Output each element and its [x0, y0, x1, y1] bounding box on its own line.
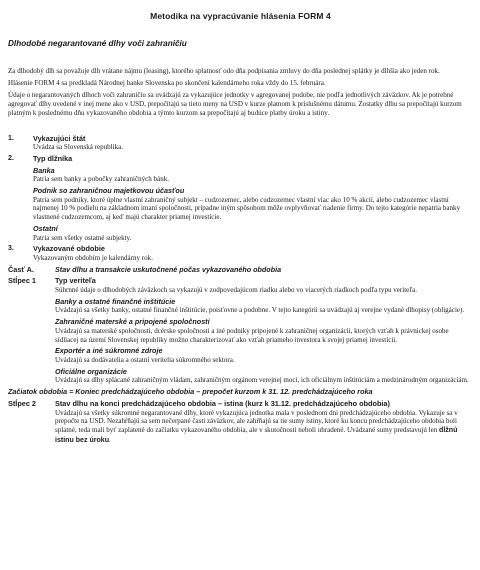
intro-paragraph-3: Údaje o negarantovaných dlhoch voči zahraničiu sa uvádzajú za vykazujúce jednotky v agregovanej podobe, nie podľa jednotlivých záväzkov. Ak je potrebné agregovať dlhy uvedené v inej mene ako v USD, prepočítajú sa tieto meny na USD v kurze platnom k príslušnému dátumu. Zostatky dlhu sa prepočítajú kurzom platným k poslednému dňu vykazovaného obdobia a týmto kurzom sa prepočítajú aj budúce platby úroku a istiny.: [8, 91, 462, 117]
section-number: 1.: [8, 134, 14, 142]
part-a-label: Časť A.: [8, 264, 34, 274]
section-number: 3.: [8, 245, 14, 253]
column-2-row: [8, 400, 473, 446]
part-a-title: Stav dlhu a transakcie uskutočnené počas vykazovaného obdobia: [55, 264, 282, 274]
debtor-type-bank-text: Patria sem banky a pobočky zahraničných bánk.: [33, 175, 169, 184]
creditor-official-organizations-text: Uvádzajú sa dlhy splácané zahraničným vládam, zahraničným orgánom verejnej moci, ich oficiálnym inštitúciám a medzinárodným organizáciám.: [55, 376, 469, 385]
creditor-parent-companies-text: Uvádzajú sa materské spoločnosti, dcérske spoločnosti a iné podniky pripojené k zahraničnej organizácii, ktorých vzťah k právnickej osobe sídliacej na území Slovenskej republiky možno charakterizovať ako vzťah priameho investora k svojej priamej investícii.: [55, 326, 449, 344]
section-1: [8, 135, 473, 152]
column-2-text-emphasis: dlžnú istinu bez úroku: [55, 426, 458, 444]
section-text: Vykazovaným obdobím je kalendárny rok.: [33, 253, 153, 262]
debtor-type-others-text: Patria sem všetky ostatné subjekty.: [33, 233, 132, 242]
part-a-row: [8, 266, 473, 275]
column-1-row: [8, 277, 473, 385]
column-2-label: Stĺpec 2: [8, 398, 36, 408]
creditor-parent-companies: Zahraničné materské a pripojené spoločnosti: [55, 317, 210, 327]
creditor-exporters: Exportér a iné súkromné zdroje: [55, 346, 163, 356]
debtor-type-bank: Banka: [33, 165, 55, 175]
section-heading: Vykazujúci štát: [33, 133, 86, 143]
debtor-type-foreign-enterprise-text: Patria sem podniky, ktoré úplne vlastní zahraničný subjekt – cudzozemec, alebo cudzozemec vlastní viac ako 10 % akcií, alebo cudzozemec vlastní najmenej 10 % podielu na základnom imaní spoločnosti, prípadne iným spôsobom môže ovplyvňovať riadenie firmy. Do tejto kategórie nepatria banky vlastnené cudzozemcom, aj keď majú charakter priamej investície.: [33, 195, 461, 222]
intro-paragraph-1: Za dlhodobý dlh sa považuje dlh vrátane nájmu (leasing), ktorého splatnosť odo dňa podpisania zmluvy do dňa poslednej splátky je dlhšia ako jeden rok.: [8, 67, 440, 75]
period-start-note: Začiatok obdobia = Koniec predchádzajúceho obdobia – prepočet kurzom k 31. 12. predchádzajúceho roka: [8, 387, 373, 397]
column-2-text: [55, 409, 473, 446]
column-1-heading: Typ veriteľa: [55, 276, 96, 286]
debtor-type-others: Ostatní: [33, 223, 58, 233]
section-2: [8, 155, 473, 242]
numbered-sections: [8, 135, 473, 263]
column-2-text-start: Uvádzajú sa všetky súkromné negarantované dlhy, ktoré vykazujúca jednotka mala v poslednom dni predchádzajúceho obdobia. Vykazuje sa v prepočte na USD. Nezahŕňajú sa sem nečerpané časti záväzkov, ale zahŕňajú sa tie sumy istiny, ktoré ku koncu predchádzajúceho obdobia boli splatné, teda mali byť zaplatené do začiatku vykazovaného obdobia, ale v skutočnosti neboli uhradené. Uvádzané sumy predstavujú len: [55, 408, 458, 434]
section-text: Uvádza sa Slovenská republika.: [33, 143, 124, 152]
creditor-banks-text: Uvádzajú sa všetky banky, ostatné finančné inštitúcie, poisťovne a podobne. V tejto kategórii sa uvádzajú aj verejne vydané dlhopisy (obligácie).: [55, 306, 465, 315]
section-3: [8, 245, 473, 262]
creditor-official-organizations: Oficiálne organizácie: [55, 366, 127, 376]
debtor-type-foreign-enterprise: Podnik so zahraničnou majetkovou účasťou: [33, 186, 185, 196]
column-2-heading: Stav dlhu na konci predchádzajúceho obdobia – istina (kurz k 31.12. predchádzajúceho obdobia): [55, 398, 390, 408]
column-1-intro: Súhrnné údaje o dlhodobých záväzkoch sa vykazujú v zodpovedajúcom riadku alebo vo viacerých riadkoch podľa typu veriteľa.: [55, 286, 418, 295]
column-2-text-end: .: [109, 435, 111, 444]
document-title: Metodika na vypracúvanie hlásenia FORM 4: [150, 11, 331, 21]
creditor-exporters-text: Uvádzajú sa dodávatelia a ostatní veritelia súkromného sektora.: [55, 355, 235, 364]
section-number: 2.: [8, 154, 14, 162]
creditor-banks: Banky a ostatné finančné inštitúcie: [55, 296, 176, 306]
section-heading: Vykazované obdobie: [33, 244, 105, 254]
document-subtitle: Dlhodobé negarantované dlhy voči zahraničiu: [8, 39, 187, 48]
column-1-label: Stĺpec 1: [8, 276, 36, 286]
section-heading: Typ dlžníka: [33, 153, 73, 163]
intro-paragraph-2: Hlásenie FORM 4 sa predkladá Národnej banke Slovenska po skončení kalendárneho roka vždy do 15. februára.: [8, 78, 326, 87]
